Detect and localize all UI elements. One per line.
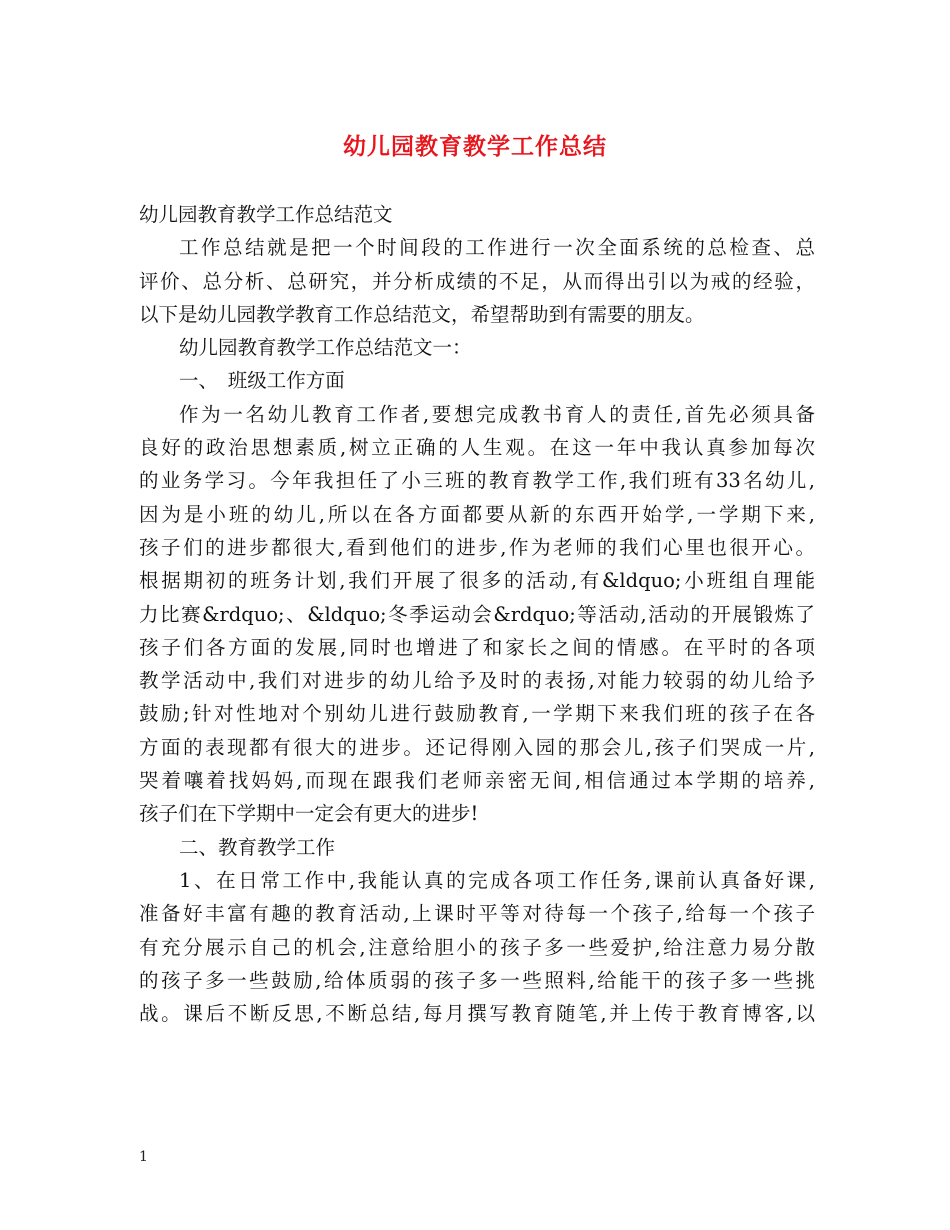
- text-line: 有充分展示自己的机会,注意给胆小的孩子多一些爱护,给注意力易分散: [139, 935, 815, 959]
- text-line: 孩子们在下学期中一定会有更大的进步!: [139, 802, 479, 826]
- text-line: 评价、总分析、总研究，并分析成绩的不足，从而得出引以为戒的经验，: [139, 269, 815, 293]
- text-line: 幼儿园教育教学工作总结范文: [139, 203, 393, 226]
- text-line: 的孩子多一些鼓励,给体质弱的孩子多一些照料,给能干的孩子多一些挑: [139, 968, 815, 992]
- text-line: 工作总结就是把一个时间段的工作进行一次全面系统的总检查、总: [179, 236, 815, 260]
- text-line: 孩子们的进步都很大,看到他们的进步,作为老师的我们心里也很开心。: [139, 535, 815, 559]
- text-line: 因为是小班的幼儿,所以在各方面都要从新的东西开始学,一学期下来,: [139, 502, 815, 526]
- text-line: 以下是幼儿园教学教育工作总结范文，希望帮助到有需要的朋友。: [139, 302, 705, 326]
- text-line: 二、教育教学工作: [179, 835, 336, 859]
- text-line: 的业务学习。今年我担任了小三班的教育教学工作,我们班有33名幼儿,: [139, 469, 815, 493]
- text-line: 方面的表现都有很大的进步。还记得刚入园的那会儿,孩子们哭成一片,: [139, 735, 815, 759]
- text-line: 根据期初的班务计划,我们开展了很多的活动,有&ldquo;小班组自理能: [139, 569, 815, 593]
- document-title: 幼儿园教育教学工作总结: [343, 133, 607, 160]
- text-line: 战。课后不断反思,不断总结,每月撰写教育随笔,并上传于教育博客,以: [139, 1002, 815, 1026]
- text-line: 良好的政治思想素质,树立正确的人生观。在这一年中我认真参加每次: [139, 436, 815, 460]
- text-line: 作为一名幼儿教育工作者,要想完成教书育人的责任,首先必须具备: [179, 402, 815, 426]
- text-line: 哭着嚷着找妈妈,而现在跟我们老师亲密无间,相信通过本学期的培养,: [139, 769, 815, 793]
- text-line: 孩子们各方面的发展,同时也增进了和家长之间的情感。在平时的各项: [139, 635, 815, 659]
- text-line: 准备好丰富有趣的教育活动,上课时平等对待每一个孩子,给每一个孩子: [139, 902, 815, 926]
- text-line: 教学活动中,我们对进步的幼儿给予及时的表扬,对能力较弱的幼儿给予: [139, 669, 815, 693]
- text-line: 鼓励;针对性地对个别幼儿进行鼓励教育,一学期下来我们班的孩子在各: [139, 702, 815, 726]
- text-line: 幼儿园教育教学工作总结范文一：: [179, 336, 472, 360]
- page-number: 1: [139, 1149, 148, 1165]
- text-line: 力比赛&rdquo;、&ldquo;冬季运动会&rdquo;等活动,活动的开展锻炼了: [139, 602, 815, 626]
- document-body: [139, 198, 815, 1030]
- text-line: 一、 班级工作方面: [179, 369, 345, 393]
- text-line: 1、在日常工作中,我能认真的完成各项工作任务,课前认真备好课,: [179, 868, 815, 892]
